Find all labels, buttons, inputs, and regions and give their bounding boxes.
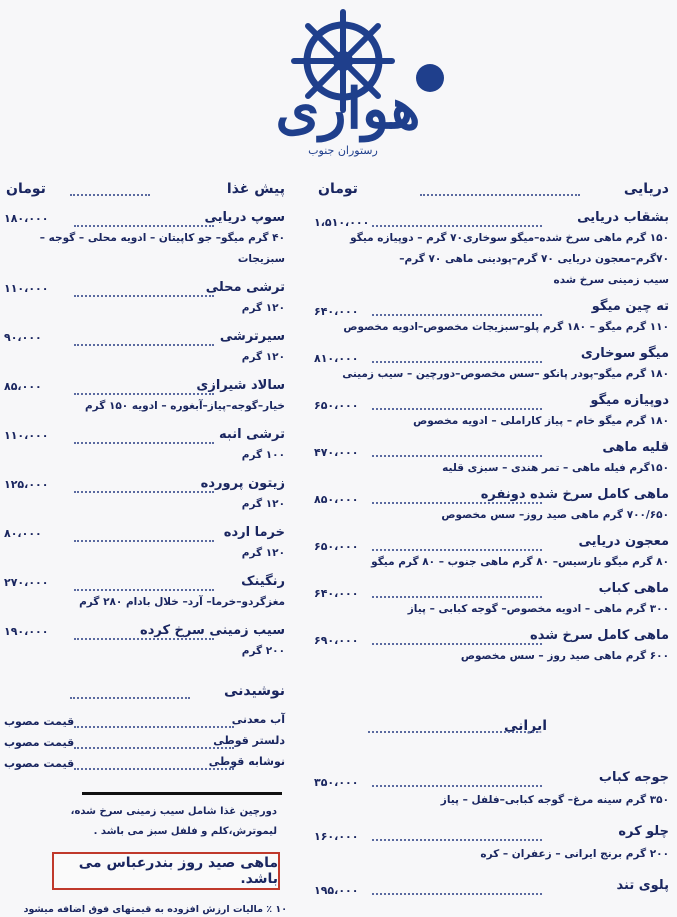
item-dots — [372, 408, 542, 410]
drink-price: قیمت مصوب — [4, 736, 75, 749]
item-dots — [74, 442, 214, 444]
item-dots — [74, 540, 214, 542]
menu-item-price: ۱،۵۱۰،۰۰۰ — [314, 216, 370, 229]
menu-item-name: قلیه ماهی — [602, 440, 669, 455]
section-title-iranian: ایرانی — [504, 718, 547, 734]
menu-item-price: ۸۱۰،۰۰۰ — [314, 352, 359, 365]
menu-item-desc: ۳۰۰ گرم ماهی – ادویه مخصوص– گوجه کبابی – پیاز — [407, 603, 669, 615]
drink-name: آب معدنی — [231, 713, 285, 726]
menu-item-desc: ۱۱۰ گرم میگو – ۱۸۰ گرم پلو–سبزیجات مخصوص–ادویه مخصوص — [343, 321, 669, 333]
menu-item-name: سالاد شیرازی — [196, 378, 285, 393]
menu-item-name: ماهی کامل سرخ شده — [530, 628, 669, 643]
menu-item-desc: مغزگردو–خرما– آرد– خلال بادام ۲۸۰ گرم — [79, 596, 285, 608]
menu-item-name: بشقاب دریایی — [577, 210, 669, 225]
drink-name: نوشابه قوطی — [208, 755, 285, 768]
item-dots — [74, 393, 214, 395]
menu-item-desc: ۱۵۰ گرم ماهی سرخ شده–میگو سوخاری۷۰ گرم – دوپیازه میگو — [350, 232, 669, 244]
drink-price: قیمت مصوب — [4, 757, 75, 770]
menu-item-price: ۱۱۰،۰۰۰ — [4, 282, 49, 295]
menu-item-desc: ۲۰۰ گرم — [241, 645, 285, 657]
menu-item-desc: ۱۲۰ گرم — [241, 302, 285, 314]
menu-item-price: ۶۵۰،۰۰۰ — [314, 399, 359, 412]
menu-item-name: ترشی انبه — [219, 427, 285, 442]
item-dots — [372, 455, 542, 457]
divider — [82, 792, 282, 795]
item-dots — [372, 893, 542, 895]
iranian-dots — [368, 731, 538, 733]
menu-item-desc: ۶۰۰ گرم ماهی صید روز – سس مخصوص — [460, 650, 669, 662]
menu-item-name: معجون دریایی — [578, 534, 669, 549]
menu-item-name: چلو کره — [618, 824, 669, 839]
garnish-note-2: لیموترش،کلم و فلفل سبز می باشد . — [93, 826, 277, 837]
menu-item-desc: ۱۵۰گرم فیله ماهی – تمر هندی – سبزی قلیه — [442, 462, 669, 474]
item-dots — [372, 361, 542, 363]
section-title-appetizer: پیش غذا — [226, 181, 285, 197]
menu-item-desc: ۷۰۰/۶۵۰ گرم ماهی صید روز– سس مخصوص — [441, 509, 669, 521]
section-title-seafood: دریایی — [623, 181, 669, 197]
item-dots — [372, 643, 542, 645]
menu-item-desc: ۳۵۰ گرم سینه مرغ– گوجه کبابی–فلفل – پیاز — [440, 794, 669, 806]
menu-item-name: ماهی کباب — [598, 581, 669, 596]
daily-catch-box: ماهی صید روز بندرعباس می باشد. — [52, 852, 280, 890]
item-dots — [74, 589, 214, 591]
menu-item-price: ۱۲۵،۰۰۰ — [4, 478, 49, 491]
menu-item-name: سوپ دریایی — [204, 210, 285, 225]
menu-item-price: ۶۹۰،۰۰۰ — [314, 634, 359, 647]
item-dots — [74, 344, 214, 346]
item-dots — [372, 839, 542, 841]
menu-item-price: ۸۰،۰۰۰ — [4, 527, 42, 540]
menu-item-price: ۹۰،۰۰۰ — [4, 331, 42, 344]
item-dots — [372, 785, 542, 787]
restaurant-logo — [248, 6, 458, 166]
item-dots — [372, 596, 542, 598]
menu-item-price: ۴۷۰،۰۰۰ — [314, 446, 359, 459]
menu-item-price: ۶۵۰،۰۰۰ — [314, 540, 359, 553]
item-dots — [74, 295, 214, 297]
menu-item-name: ترشی محلی — [205, 280, 285, 295]
menu-item-price: ۸۵۰،۰۰۰ — [314, 493, 359, 506]
menu-item-name: زیتون پرورده — [200, 476, 285, 491]
menu-item-desc: ۱۲۰ گرم — [241, 547, 285, 559]
menu-item-desc: ۷۰گرم–معجون دریایی ۷۰ گرم–پودینی ماهی ۷۰ گرم– — [399, 253, 669, 265]
menu-item-desc: خیار–گوجه–پیاز–آبغوره – ادویه ۱۵۰ گرم — [84, 400, 285, 412]
currency-header: تومان — [318, 181, 358, 197]
drinks-dots — [70, 697, 190, 699]
garnish-note-1: دورچین غذا شامل سیب زمینی سرخ شده، — [70, 806, 277, 817]
item-dots — [74, 638, 214, 640]
menu-item-desc: ۲۰۰ گرم برنج ایرانی – زعفران – کره — [480, 848, 669, 860]
menu-item-desc: ۴۰ گرم میگو– جو کاپیتان – ادویه محلی – گوجه – — [39, 232, 285, 244]
menu-item-name: سیب زمینی سرخ کرده — [140, 623, 285, 638]
title-dots — [70, 194, 150, 196]
item-dots — [372, 314, 542, 316]
drink-price: قیمت مصوب — [4, 715, 75, 728]
currency-header: تومان — [6, 181, 46, 197]
menu-item-desc: ۱۸۰ گرم میگو–پودر پانکو –سس مخصوص–دورچین – سیب زمینی — [342, 368, 669, 380]
item-dots — [372, 502, 542, 504]
item-dots — [74, 726, 234, 728]
menu-item-name: ته چین میگو — [591, 299, 669, 314]
item-dots — [74, 747, 234, 749]
menu-item-price: ۶۴۰،۰۰۰ — [314, 305, 359, 318]
menu-item-price: ۱۶۰،۰۰۰ — [314, 830, 359, 843]
menu-item-price: ۸۵،۰۰۰ — [4, 380, 42, 393]
menu-item-price: ۱۸۰،۰۰۰ — [4, 212, 49, 225]
item-dots — [74, 768, 234, 770]
menu-item-price: ۶۴۰،۰۰۰ — [314, 587, 359, 600]
menu-item-desc: ۱۲۰ گرم — [241, 498, 285, 510]
menu-item-name: سیرترشی — [219, 329, 285, 344]
item-dots — [372, 225, 542, 227]
menu-item-desc: سیب زمینی سرخ شده — [553, 274, 669, 286]
title-dots — [420, 194, 580, 196]
menu-item-desc: سبزیجات — [237, 253, 285, 265]
item-dots — [372, 549, 542, 551]
menu-item-name: خرما ارده — [223, 525, 285, 540]
menu-item-price: ۱۹۵،۰۰۰ — [314, 884, 359, 897]
item-dots — [74, 491, 214, 493]
logo-name: هواری — [275, 76, 421, 142]
menu-item-price: ۱۱۰،۰۰۰ — [4, 429, 49, 442]
vat-note: ۱۰ ٪ مالیات ارزش افزوده به قیمتهای فوق اضافه میشود — [23, 904, 287, 915]
menu-item-price: ۱۹۰،۰۰۰ — [4, 625, 49, 638]
menu-item-desc: ۱۸۰ گرم میگو خام – پیاز کاراملی – ادویه مخصوص — [413, 415, 669, 427]
menu-item-price: ۳۵۰،۰۰۰ — [314, 776, 359, 789]
menu-item-name: پلوی تند — [616, 878, 669, 893]
menu-item-name: ماهی کامل سرخ شده دونفره — [480, 487, 669, 502]
menu-item-price: ۲۷۰،۰۰۰ — [4, 576, 49, 589]
menu-item-name: میگو سوخاری — [580, 346, 669, 361]
menu-item-desc: ۱۰۰ گرم — [241, 449, 285, 461]
drink-name: دلستر قوطی — [213, 734, 285, 747]
menu-item-desc: ۱۲۰ گرم — [241, 351, 285, 363]
menu-item-name: دوپیازه میگو — [590, 393, 669, 408]
section-title-drinks: نوشیدنی — [223, 683, 285, 699]
menu-item-name: رنگینک — [241, 574, 285, 589]
menu-item-name: جوجه کباب — [598, 770, 669, 785]
item-dots — [74, 225, 214, 227]
menu-item-desc: ۸۰ گرم میگو نارسیس– ۸۰ گرم ماهی جنوب – ۸۰ گرم میگو — [371, 556, 669, 568]
logo-subtitle: رستوران جنوب — [308, 144, 378, 157]
